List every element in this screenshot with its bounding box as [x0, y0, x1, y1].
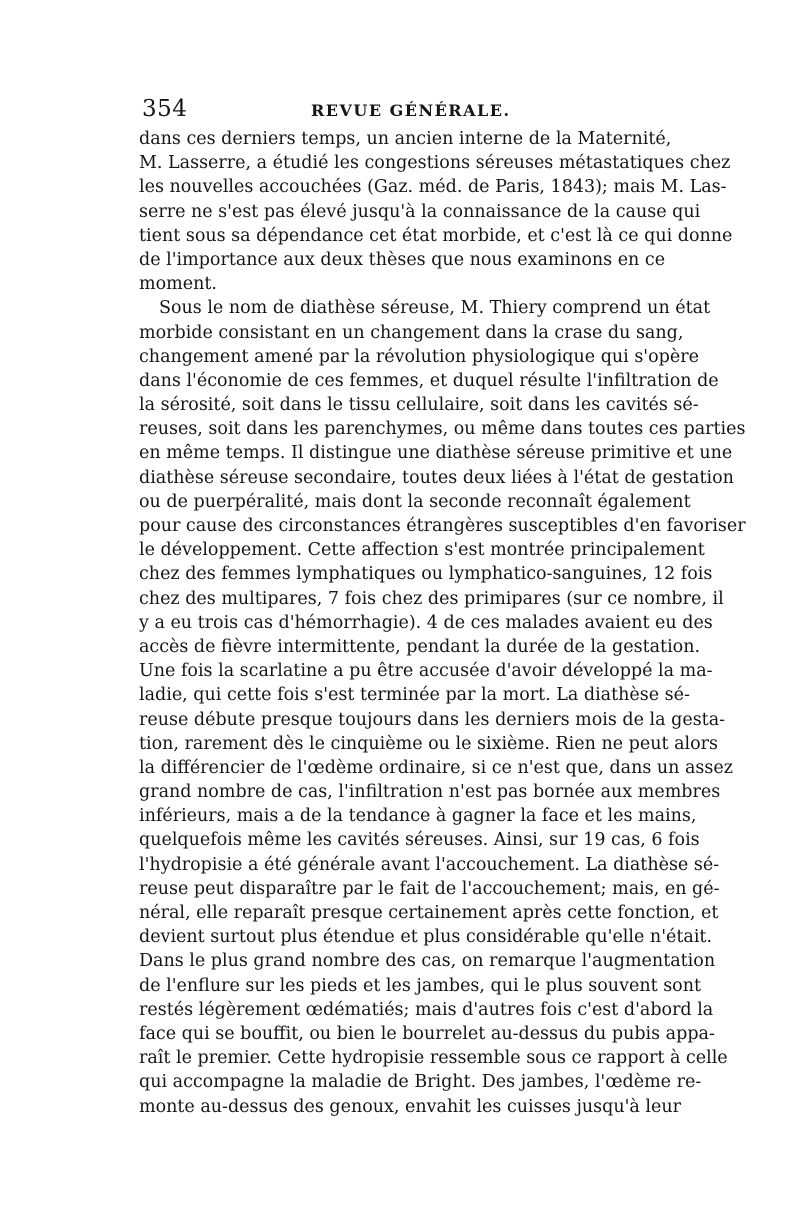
- text-line: les nouvelles accouchées (Gaz. méd. de Paris, 1843); mais M. Las-: [139, 177, 727, 198]
- text-line: morbide consistant en un changement dans la crase du sang,: [139, 322, 684, 343]
- running-title: REVUE GÉNÉRALE.: [311, 101, 511, 120]
- text-line: diathèse séreuse secondaire, toutes deux liées à l'état de gestation: [139, 467, 734, 488]
- text-line: qui accompagne la maladie de Bright. Des jambes, l'œdème re-: [139, 1072, 702, 1093]
- text-line: inférieurs, mais a de la tendance à gagner la face et les mains,: [139, 806, 697, 827]
- text-line: chez des femmes lymphatiques ou lymphatico-sanguines, 12 fois: [139, 564, 713, 585]
- text-line: devient surtout plus étendue et plus considérable qu'elle n'était.: [139, 927, 713, 948]
- text-line: néral, elle reparaît presque certainement après cette fonction, et: [139, 903, 719, 923]
- text-line: restés légèrement œdématiés; mais d'autres fois c'est d'abord la: [139, 999, 714, 1020]
- text-line: reuse débute presque toujours dans les derniers mois de la gesta-: [139, 709, 726, 730]
- text-line: y a eu trois cas d'hémorrhagie). 4 de ces malades avaient eu des: [139, 612, 713, 633]
- text-line: raît le premier. Cette hydropisie ressemble sous ce rapport à celle: [139, 1048, 728, 1069]
- text-line: dans l'économie de ces femmes, et duquel résulte l'infiltration de: [139, 370, 719, 391]
- text-line: Sous le nom de diathèse séreuse, M. Thiery comprend un état: [159, 298, 711, 319]
- text-line: moment.: [139, 274, 217, 295]
- text-line: la sérosité, soit dans le tissu cellulaire, soit dans les cavités sé-: [139, 395, 699, 416]
- text-line: quelquefois même les cavités séreuses. Ainsi, sur 19 cas, 6 fois: [139, 830, 700, 851]
- text-line: M. Lasserre, a étudié les congestions séreuses métastatiques chez: [139, 153, 731, 174]
- text-line: reuse peut disparaître par le fait de l'accouchement; mais, en gé-: [139, 878, 720, 899]
- text-line: Une fois la scarlatine a pu être accusée d'avoir développé la ma-: [139, 661, 713, 682]
- text-line: grand nombre de cas, l'infiltration n'est pas bornée aux membres: [139, 782, 721, 803]
- page-number: 354: [142, 96, 188, 122]
- text-line: changement amené par la révolution physiologique qui s'opère: [139, 346, 699, 367]
- text-line: ou de puerpéralité, mais dont la seconde reconnaît également: [139, 491, 691, 512]
- text-line: face qui se bouffit, ou bien le bourrelet au-dessus du pubis appa-: [139, 1023, 715, 1044]
- text-line: tient sous sa dépendance cet état morbide, et c'est là ce qui donne: [139, 225, 733, 246]
- text-line: tion, rarement dès le cinquième ou le sixième. Rien ne peut alors: [139, 733, 718, 754]
- text-line: chez des multipares, 7 fois chez des primipares (sur ce nombre, il: [139, 588, 724, 609]
- text-line: l'hydropisie a été générale avant l'accouchement. La diathèse sé-: [139, 854, 720, 875]
- text-line: de l'importance aux deux thèses que nous examinons en ce: [139, 249, 666, 270]
- text-line: reuses, soit dans les parenchymes, ou même dans toutes ces parties: [139, 419, 746, 440]
- text-line: la différencier de l'œdème ordinaire, si ce n'est que, dans un assez: [139, 757, 733, 778]
- text-line: le développement. Cette affection s'est montrée principalement: [139, 540, 705, 561]
- text-line: serre ne s'est pas élevé jusqu'à la connaissance de la cause qui: [139, 201, 701, 222]
- text-line: pour cause des circonstances étrangères susceptibles d'en favoriser: [139, 516, 746, 536]
- text-line: en même temps. Il distingue une diathèse séreuse primitive et une: [139, 443, 733, 464]
- text-line: accès de fièvre intermittente, pendant la durée de la gestation.: [139, 636, 701, 657]
- text-line: Dans le plus grand nombre des cas, on remarque l'augmentation: [139, 951, 716, 972]
- body-text: [139, 127, 746, 1119]
- text-line: monte au-dessus des genoux, envahit les cuisses jusqu'à leur: [139, 1096, 682, 1117]
- text-line: dans ces derniers temps, un ancien interne de la Maternité,: [139, 129, 672, 149]
- text-line: ladie, qui cette fois s'est terminée par la mort. La diathèse sé-: [139, 685, 690, 706]
- text-line: de l'enflure sur les pieds et les jambes, qui le plus souvent sont: [139, 975, 702, 996]
